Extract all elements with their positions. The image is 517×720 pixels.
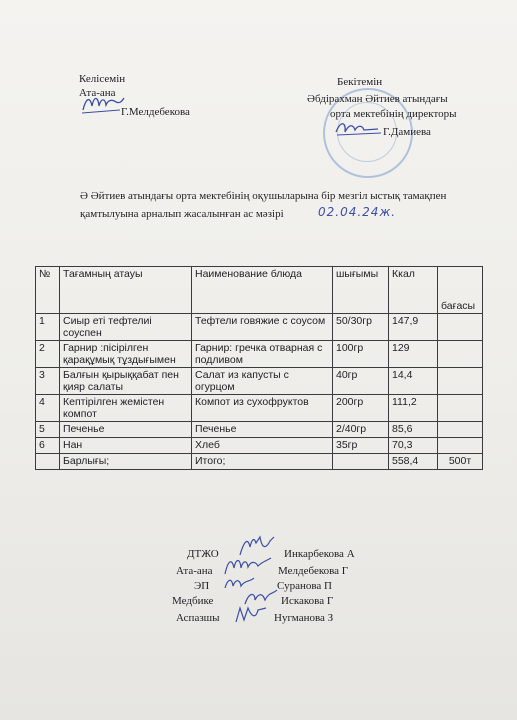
signature-role: ЭП (194, 580, 210, 592)
table-row (36, 341, 483, 368)
column-header-price: бағасы (438, 267, 483, 314)
table-row (36, 438, 483, 454)
dish-name-ru: Печенье (192, 422, 333, 438)
dish-name-ru: Хлеб (192, 438, 333, 454)
dish-price (438, 395, 483, 422)
total-price: 500т (438, 454, 483, 470)
dish-name-ru: Гарнир: гречка отварная с подливом (192, 341, 333, 368)
dish-yield: 100гр (333, 341, 389, 368)
table-header-row (36, 267, 483, 314)
menu-date-handwritten: 02.04.24ж. (318, 205, 397, 219)
dish-name-kz: Кептірілген жемістен компот (60, 395, 192, 422)
signature-role: ДТЖО (187, 548, 219, 560)
parent-signature (80, 92, 126, 118)
signature-name: Искакова Г (281, 595, 334, 607)
row-number: 4 (36, 395, 60, 422)
table-row (36, 395, 483, 422)
row-number: 2 (36, 341, 60, 368)
dish-kcal: 111,2 (389, 395, 438, 422)
dish-name-kz: Сиыр еті тефтелиі соуспен (60, 314, 192, 341)
total-yield-cell (333, 454, 389, 470)
row-number: 5 (36, 422, 60, 438)
director-name: Г.Дамиева (383, 126, 431, 138)
signature-name: Мелдебекова Г (278, 565, 349, 577)
dish-kcal: 14,4 (389, 368, 438, 395)
menu-title-line2: қамтылуына арналып жасалынған ас мәзірі (80, 208, 284, 220)
dish-name-kz: Нан (60, 438, 192, 454)
column-header-number: № (36, 267, 60, 314)
parent-label: Ата-ана (79, 87, 116, 99)
dish-yield: 200гр (333, 395, 389, 422)
dish-kcal: 70,3 (389, 438, 438, 454)
table-row (36, 314, 483, 341)
dish-name-kz: Гарнир :пісірілген қарақұмық тұздығымен (60, 341, 192, 368)
dish-name-ru: Салат из капусты с огурцом (192, 368, 333, 395)
row-number: 6 (36, 438, 60, 454)
dish-kcal: 85,6 (389, 422, 438, 438)
total-number-cell (36, 454, 60, 470)
menu-table (35, 266, 483, 470)
table-total-row (36, 454, 483, 470)
director-title-line: орта мектебінің директоры (330, 108, 457, 120)
dish-name-kz: Балғын қырыққабат пен қияр салаты (60, 368, 192, 395)
signature-mark (232, 602, 272, 628)
column-header-yield: шығымы (333, 267, 389, 314)
column-header-kcal: Ккал (389, 267, 438, 314)
signature-name: Суранова П (277, 580, 332, 592)
menu-title-line1: Ә Әйтиев атындағы орта мектебінің оқушыларына бір мезгіл ыстық тамақпен (80, 190, 447, 202)
dish-name-ru: Тефтели говяжие с соусом (192, 314, 333, 341)
school-name-line: Әбдірахман Әйтиев атындағы (307, 93, 448, 105)
dish-yield: 50/30гр (333, 314, 389, 341)
dish-yield: 35гр (333, 438, 389, 454)
row-number: 3 (36, 368, 60, 395)
total-kcal: 558,4 (389, 454, 438, 470)
column-header-dish-ru: Наименование блюда (192, 267, 333, 314)
signature-name: Инкарбекова А (284, 548, 355, 560)
approved-label: Бекітемін (337, 76, 383, 88)
dish-price (438, 422, 483, 438)
total-label-ru: Итого; (192, 454, 333, 470)
dish-price (438, 314, 483, 341)
dish-price (438, 368, 483, 395)
table-row (36, 422, 483, 438)
parent-name: Г.Мелдебекова (121, 106, 190, 118)
total-label-kz: Барлығы; (60, 454, 192, 470)
signature-role: Аспазшы (176, 612, 220, 624)
table-row (36, 368, 483, 395)
director-signature (333, 116, 383, 140)
signature-role: Ата-ана (176, 565, 213, 577)
signature-name: Нугманова З (274, 612, 334, 624)
dish-kcal: 147,9 (389, 314, 438, 341)
row-number: 1 (36, 314, 60, 341)
dish-name-ru: Компот из сухофруктов (192, 395, 333, 422)
agreed-label: Келісемін (79, 73, 126, 85)
dish-price (438, 341, 483, 368)
dish-name-kz: Печенье (60, 422, 192, 438)
dish-kcal: 129 (389, 341, 438, 368)
dish-yield: 2/40гр (333, 422, 389, 438)
dish-yield: 40гр (333, 368, 389, 395)
signature-role: Медбике (172, 595, 214, 607)
dish-price (438, 438, 483, 454)
column-header-dish-kz: Тағамның атауы (60, 267, 192, 314)
